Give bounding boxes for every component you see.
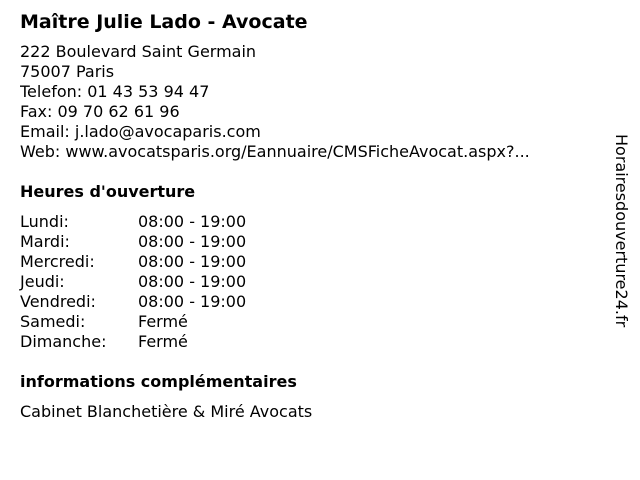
street-address: 222 Boulevard Saint Germain: [20, 42, 257, 61]
hours-value: 08:00 - 19:00: [138, 272, 247, 291]
day-label: Mercredi:: [20, 252, 95, 271]
hours-value: 08:00 - 19:00: [138, 232, 247, 251]
hours-row-tuesday: [20, 232, 600, 252]
website-link[interactable]: Web: www.avocatsparis.org/Eannuaire/CMSFicheAvocat.aspx?...: [20, 142, 530, 161]
day-label: Mardi:: [20, 232, 70, 251]
info-text: Cabinet Blanchetière & Miré Avocats: [20, 402, 313, 421]
email-address: Email: j.lado@avocaparis.com: [20, 122, 261, 141]
hours-row-friday: [20, 292, 600, 312]
hours-heading: Heures d'ouverture: [20, 182, 196, 201]
hours-value: 08:00 - 19:00: [138, 212, 247, 231]
hours-row-thursday: [20, 272, 600, 292]
phone-number: Telefon: 01 43 53 94 47: [20, 82, 210, 101]
day-label: Jeudi:: [20, 272, 65, 291]
day-label: Samedi:: [20, 312, 86, 331]
hours-value: 08:00 - 19:00: [138, 252, 247, 271]
hours-row-wednesday: [20, 252, 600, 272]
page-title: Maître Julie Lado - Avocate: [20, 11, 308, 33]
hours-value: Fermé: [138, 332, 188, 351]
day-label: Vendredi:: [20, 292, 96, 311]
site-watermark: Horairesdouverture24.fr: [612, 134, 631, 328]
info-heading: informations complémentaires: [20, 372, 297, 391]
fax-number: Fax: 09 70 62 61 96: [20, 102, 180, 121]
hours-value: Fermé: [138, 312, 188, 331]
city-address: 75007 Paris: [20, 62, 115, 81]
contact-block: [20, 42, 600, 162]
day-label: Lundi:: [20, 212, 69, 231]
hours-row-saturday: [20, 312, 600, 332]
hours-value: 08:00 - 19:00: [138, 292, 247, 311]
hours-row-sunday: [20, 332, 600, 352]
business-card: [20, 10, 600, 422]
opening-hours-table: [20, 212, 600, 352]
hours-row-monday: [20, 212, 600, 232]
day-label: Dimanche:: [20, 332, 107, 351]
